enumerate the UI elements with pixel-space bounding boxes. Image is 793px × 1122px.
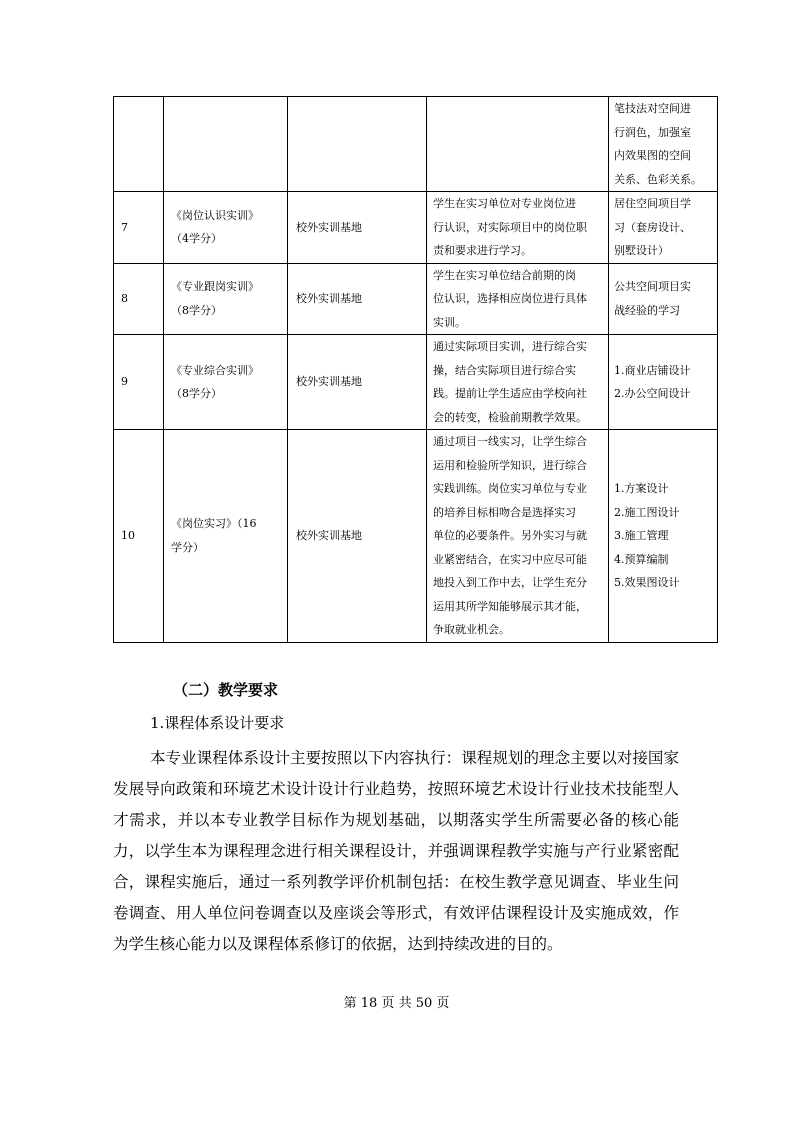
cell-content: 通过项目一线实习，让学生综合 运用和检验所学知识，进行综合 实践训练。岗位实习单位与专业 的培养目标相吻合是选择实习 单位的必要条件。另外实习与就 业紧密结合，在实习中应尽可能 地投入到工作中去，让学生充分 运用其所学知能够展示其才能， 争取就业机会。 — [427, 430, 609, 643]
cell-location: 校外实训基地 — [288, 430, 427, 643]
cell-location — [288, 97, 427, 192]
table-row — [114, 335, 718, 430]
cell-task: 1.方案设计 2.施工图设计 3.施工管理 4.预算编制 5.效果图设计 — [609, 430, 718, 643]
table-row — [114, 430, 718, 643]
cell-course-name: 《岗位认识实训》 （4学分） — [164, 192, 288, 264]
cell-task: 笔技法对空间进 行润色，加强室 内效果图的空间 关系、色彩关系。 — [609, 97, 718, 192]
section-heading: （二）教学要求 — [173, 681, 279, 699]
cell-course-name — [164, 97, 288, 192]
subheading: 1.课程体系设计要求 — [150, 714, 285, 732]
cell-course-name: 《专业综合实训》 （8学分） — [164, 335, 288, 430]
cell-content — [427, 97, 609, 192]
cell-number: 7 — [114, 192, 164, 264]
cell-content: 学生在实习单位对专业岗位进 行认识，对实际项目中的岗位职 责和要求进行学习。 — [427, 192, 609, 264]
cell-task: 1.商业店铺设计 2.办公空间设计 — [609, 335, 718, 430]
cell-course-name: 《岗位实习》（16 学分） — [164, 430, 288, 643]
cell-location: 校外实训基地 — [288, 263, 427, 335]
table-row — [114, 97, 718, 192]
cell-task: 公共空间项目实 战经验的学习 — [609, 263, 718, 335]
page-number: 第 18 页 共 50 页 — [343, 996, 450, 1011]
cell-number: 9 — [114, 335, 164, 430]
course-table — [113, 96, 718, 643]
paragraph-text: 本专业课程体系设计主要按照以下内容执行：课程规划的理念主要以对接国家发展导向政策和环境艺术设计设计行业趋势，按照环境艺术设计行业技术技能型人才需求，并以本专业教学目标作为规划基础，以期落实学生所需要必备的核心能力，以学生本为课程理念进行相关课程设计，并强调课程教学实施与产行业紧密配合，课程实施后，通过一系列教学评价机制包括：在校生教学意见调查、毕业生问卷调查、用人单位问卷调查以及座谈会等形式，有效评估课程设计及实施成效，作为学生核心能力以及课程体系修订的依据，达到持续改进的目的。 — [113, 749, 679, 953]
cell-course-name: 《专业跟岗实训》 （8学分） — [164, 263, 288, 335]
cell-content: 通过实际项目实训，进行综合实 操，结合实际项目进行综合实 践。提前让学生适应由学校向社 会的转变，检验前期教学效果。 — [427, 335, 609, 430]
cell-location: 校外实训基地 — [288, 192, 427, 264]
cell-number: 10 — [114, 430, 164, 643]
table-row — [114, 263, 718, 335]
cell-number — [114, 97, 164, 192]
table-row — [114, 192, 718, 264]
cell-content: 学生在实习单位结合前期的岗 位认识，选择相应岗位进行具体 实训。 — [427, 263, 609, 335]
cell-location: 校外实训基地 — [288, 335, 427, 430]
cell-number: 8 — [114, 263, 164, 335]
body-paragraph — [113, 743, 679, 960]
cell-task: 居住空间项目学 习（套房设计、 别墅设计） — [609, 192, 718, 264]
